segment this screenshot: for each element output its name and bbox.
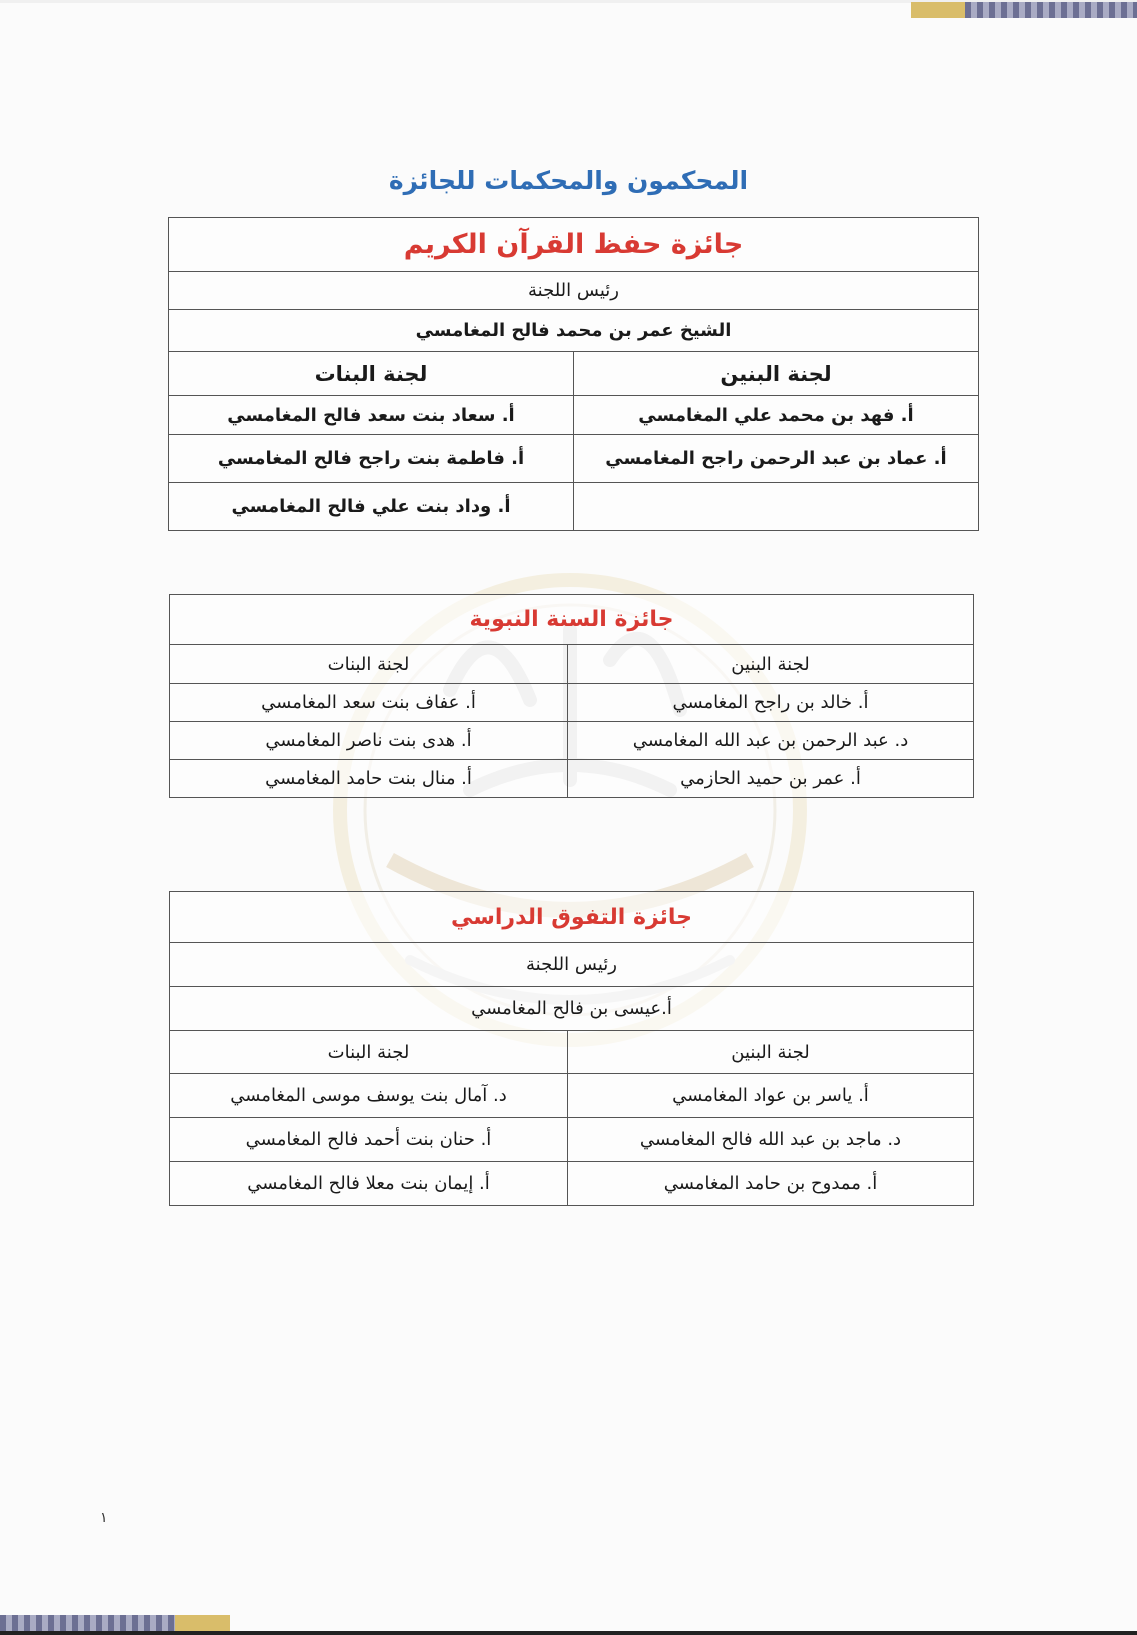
sunnah-boys-member-2: د. عبد الرحمن بن عبد الله المغامسي <box>567 722 973 760</box>
sunnah-award-table <box>169 594 974 798</box>
sunnah-girls-member-1: أ. عفاف بنت سعد المغامسي <box>170 684 568 722</box>
academic-award-title: جائزة التفوق الدراسي <box>170 892 974 943</box>
academic-chair-name: أ.عيسى بن فالح المغامسي <box>170 987 974 1031</box>
quran-award-title: جائزة حفظ القرآن الكريم <box>169 218 979 272</box>
academic-boys-header: لجنة البنين <box>567 1031 973 1074</box>
quran-boys-member-2: أ. عماد بن عبد الرحمن راجح المغامسي <box>574 435 979 483</box>
academic-chair-label: رئيس اللجنة <box>170 943 974 987</box>
sunnah-girls-member-2: أ. هدى بنت ناصر المغامسي <box>170 722 568 760</box>
academic-girls-member-1: د. آمال بنت يوسف موسى المغامسي <box>170 1074 568 1118</box>
academic-boys-member-1: أ. ياسر بن عواد المغامسي <box>567 1074 973 1118</box>
sunnah-girls-member-3: أ. منال بنت حامد المغامسي <box>170 760 568 798</box>
quran-girls-member-2: أ. فاطمة بنت راجح فالح المغامسي <box>169 435 574 483</box>
academic-girls-member-2: أ. حنان بنت أحمد فالح المغامسي <box>170 1118 568 1162</box>
academic-boys-member-2: د. ماجد بن عبد الله فالح المغامسي <box>567 1118 973 1162</box>
academic-girls-header: لجنة البنات <box>170 1031 568 1074</box>
quran-girls-member-1: أ. سعاد بنت سعد فالح المغامسي <box>169 396 574 435</box>
academic-boys-member-3: أ. ممدوح بن حامد المغامسي <box>567 1162 973 1206</box>
academic-award-table <box>169 891 974 1206</box>
quran-award-table <box>168 217 979 531</box>
sunnah-boys-header: لجنة البنين <box>567 645 973 684</box>
quran-chair-name: الشيخ عمر بن محمد فالح المغامسي <box>169 310 979 352</box>
page-number: ١ <box>100 1510 108 1526</box>
quran-boys-header: لجنة البنين <box>574 352 979 396</box>
quran-girls-member-3: أ. وداد بنت علي فالح المغامسي <box>169 483 574 531</box>
page-title: المحكمون والمحكمات للجائزة <box>388 166 749 195</box>
academic-girls-member-3: أ. إيمان بنت معلا فالح المغامسي <box>170 1162 568 1206</box>
quran-chair-label: رئيس اللجنة <box>169 272 979 310</box>
quran-boys-member-1: أ. فهد بن محمد علي المغامسي <box>574 396 979 435</box>
sunnah-boys-member-1: أ. خالد بن راجح المغامسي <box>567 684 973 722</box>
quran-girls-header: لجنة البنات <box>169 352 574 396</box>
bottom-decorative-bar <box>0 1615 1137 1635</box>
top-decorative-bar <box>0 0 1137 18</box>
sunnah-girls-header: لجنة البنات <box>170 645 568 684</box>
sunnah-award-title: جائزة السنة النبوية <box>170 595 974 645</box>
sunnah-boys-member-3: أ. عمر بن حميد الحازمي <box>567 760 973 798</box>
quran-boys-member-3 <box>574 483 979 531</box>
